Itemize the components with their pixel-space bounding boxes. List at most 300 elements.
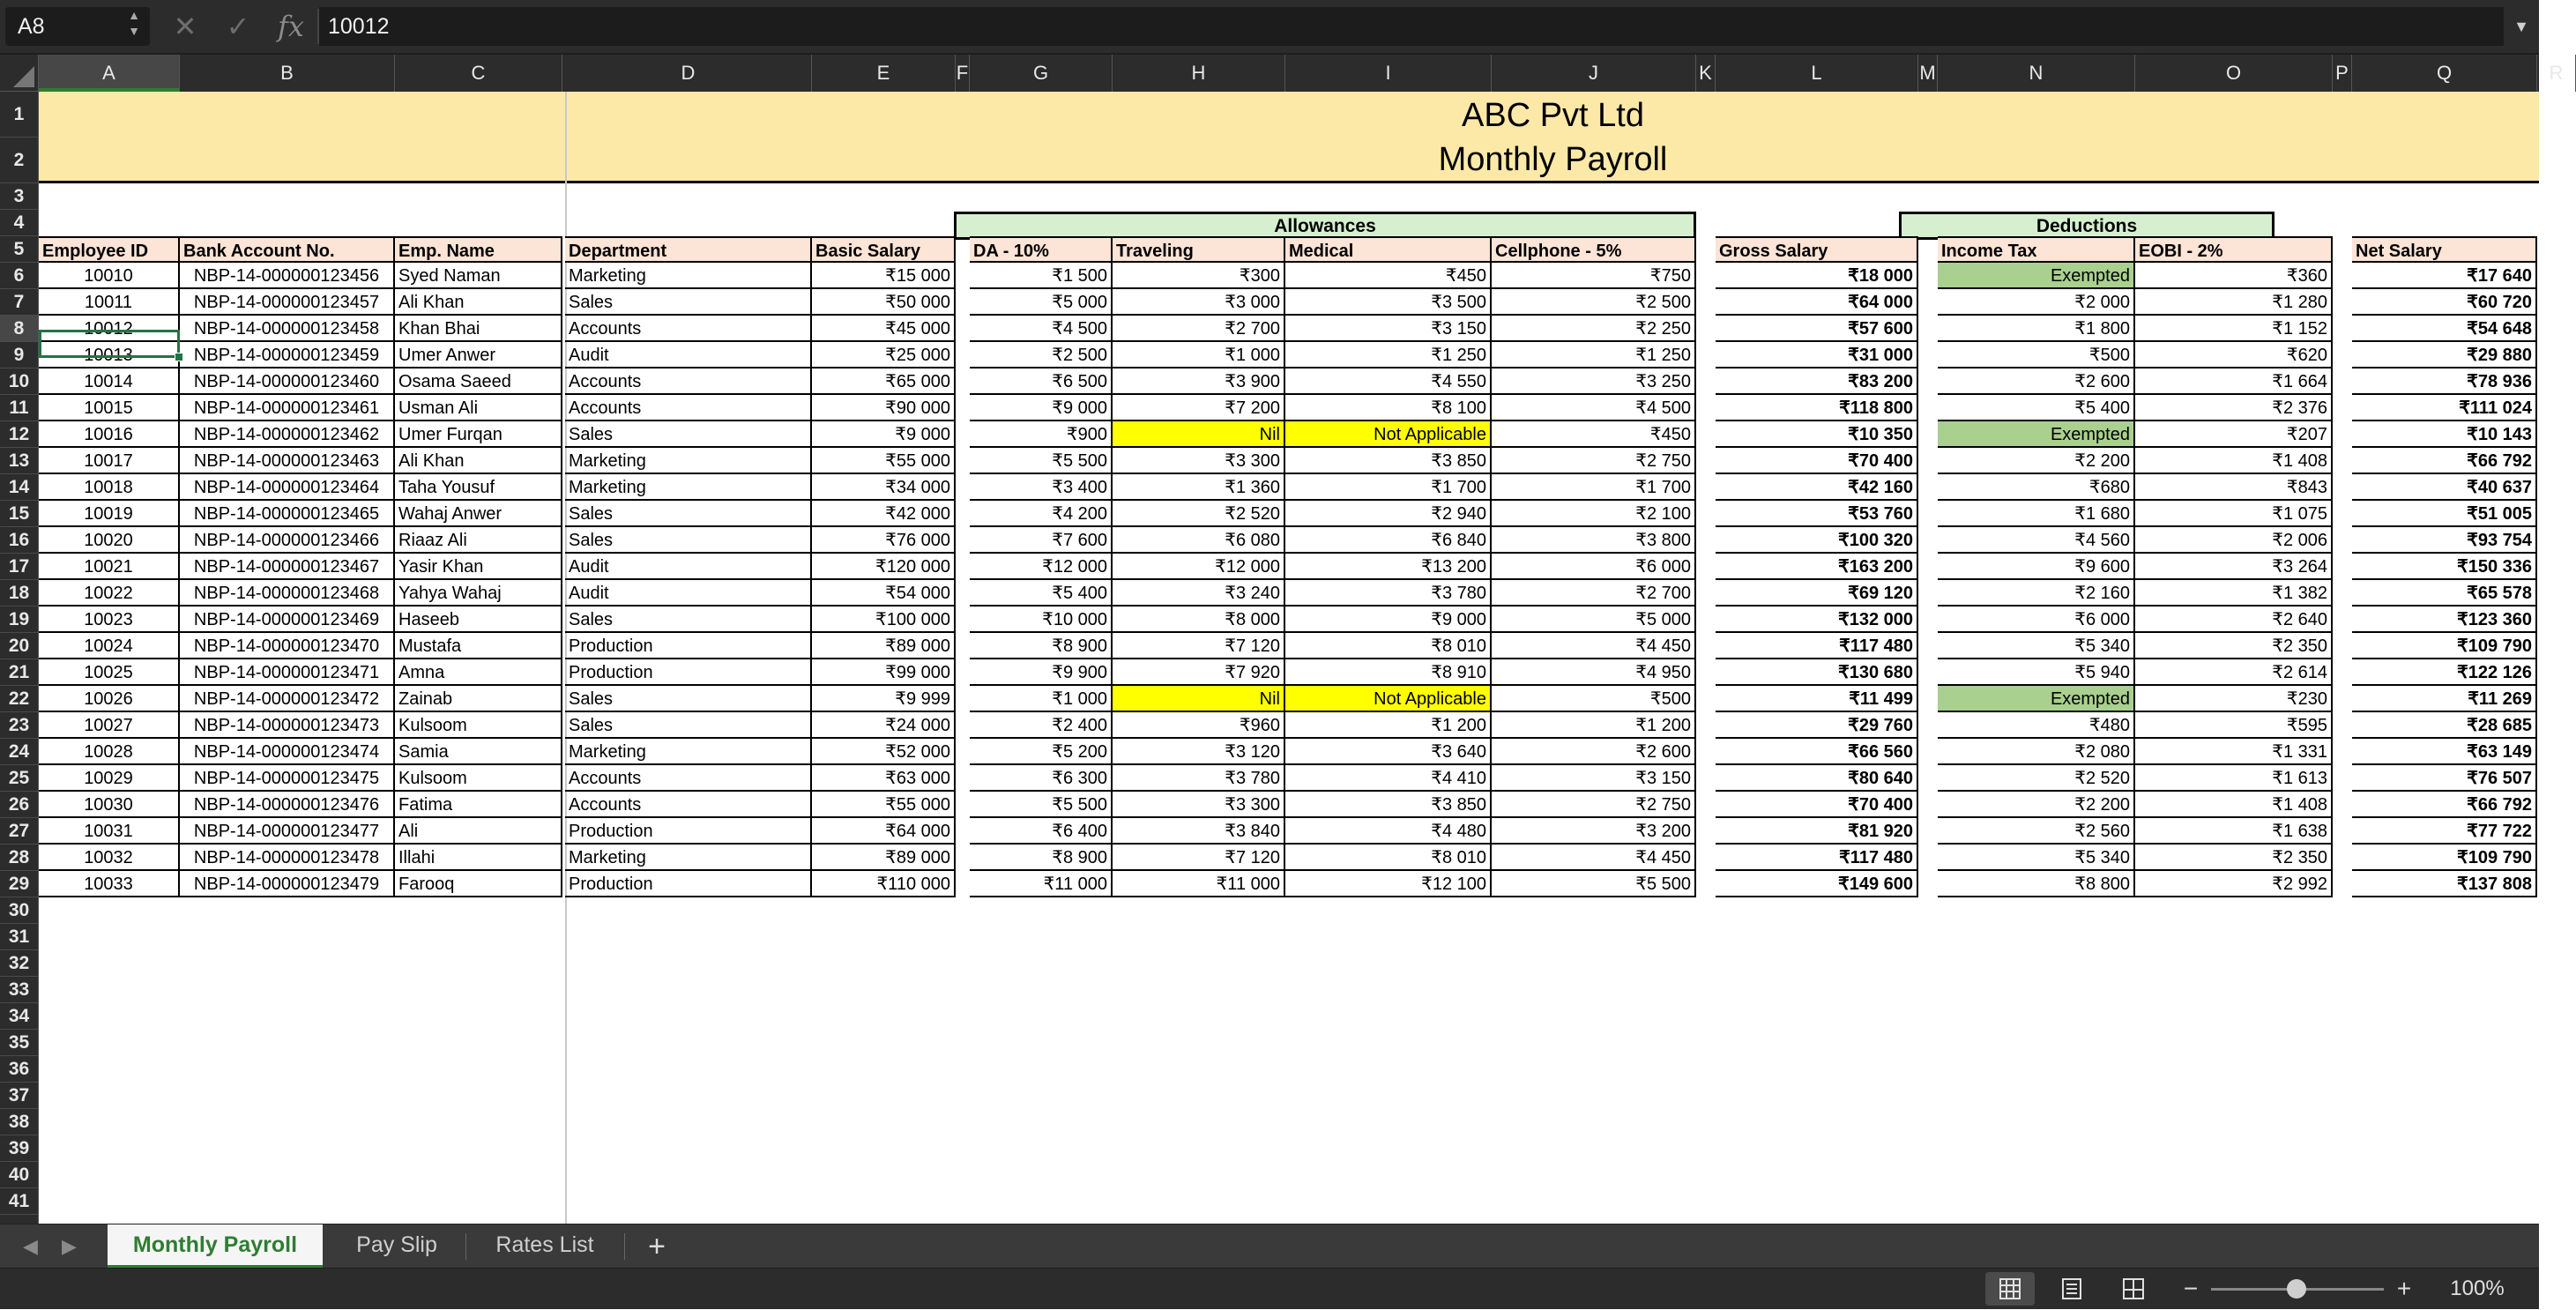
cell-bank-account[interactable]: NBP-14-000000123458 xyxy=(180,316,395,342)
cell-eobi[interactable]: ₹2 640 xyxy=(2135,607,2333,633)
cell-traveling[interactable]: ₹7 120 xyxy=(1113,845,1285,871)
cell-gross-salary[interactable]: ₹130 680 xyxy=(1716,659,1918,686)
row-header-18[interactable]: 18 xyxy=(0,580,38,607)
cell-eobi[interactable]: ₹1 638 xyxy=(2135,818,2333,845)
cell-eobi[interactable]: ₹1 408 xyxy=(2135,448,2333,474)
normal-view-icon[interactable] xyxy=(1985,1272,2035,1306)
cell-department[interactable]: Accounts xyxy=(565,792,812,818)
cell-medical[interactable]: ₹1 250 xyxy=(1285,342,1492,368)
cell-department[interactable]: Sales xyxy=(565,686,812,712)
cell-medical[interactable]: Not Applicable xyxy=(1285,686,1492,712)
cell-medical[interactable]: ₹4 550 xyxy=(1285,368,1492,395)
cell-bank-account[interactable]: NBP-14-000000123477 xyxy=(180,818,395,845)
cell-income-tax[interactable]: ₹1 680 xyxy=(1938,501,2135,527)
row-header-9[interactable]: 9 xyxy=(0,342,38,368)
cell-bank-account[interactable]: NBP-14-000000123459 xyxy=(180,342,395,368)
cell-traveling[interactable]: Nil xyxy=(1113,686,1285,712)
cell-gross-salary[interactable]: ₹10 350 xyxy=(1716,421,1918,448)
cell-traveling[interactable]: ₹7 920 xyxy=(1113,659,1285,686)
cell-emp-name[interactable]: Riaaz Ali xyxy=(395,527,562,554)
cell-emp-name[interactable]: Illahi xyxy=(395,845,562,871)
cell-medical[interactable]: Not Applicable xyxy=(1285,421,1492,448)
cell-eobi[interactable]: ₹1 408 xyxy=(2135,792,2333,818)
formula-input[interactable]: 10012 xyxy=(319,7,2504,46)
cell-da[interactable]: ₹5 000 xyxy=(970,289,1113,316)
cell-gross-salary[interactable]: ₹149 600 xyxy=(1716,871,1918,897)
cell-traveling[interactable]: ₹2 520 xyxy=(1113,501,1285,527)
cell-cellphone[interactable]: ₹1 250 xyxy=(1492,342,1696,368)
cell-bank-account[interactable]: NBP-14-000000123467 xyxy=(180,554,395,580)
cell-eobi[interactable]: ₹620 xyxy=(2135,342,2333,368)
plus-icon[interactable]: + xyxy=(648,1230,666,1263)
row-header-25[interactable]: 25 xyxy=(0,765,38,792)
cell-da[interactable]: ₹9 000 xyxy=(970,395,1113,421)
cell-traveling[interactable]: ₹12 000 xyxy=(1113,554,1285,580)
cell-income-tax[interactable]: ₹5 940 xyxy=(1938,659,2135,686)
cell-employee-id[interactable]: 10022 xyxy=(39,580,180,607)
cell-department[interactable]: Sales xyxy=(565,607,812,633)
cell-bank-account[interactable]: NBP-14-000000123479 xyxy=(180,871,395,897)
column-header-p[interactable]: P xyxy=(2333,55,2352,92)
cell-emp-name[interactable]: Zainab xyxy=(395,686,562,712)
cell-department[interactable]: Production xyxy=(565,818,812,845)
cell-cellphone[interactable]: ₹4 450 xyxy=(1492,845,1696,871)
cell-medical[interactable]: ₹450 xyxy=(1285,263,1492,289)
column-label-bank-account[interactable]: Bank Account No. xyxy=(180,236,395,263)
cell-eobi[interactable]: ₹1 075 xyxy=(2135,501,2333,527)
cell-income-tax[interactable]: ₹2 200 xyxy=(1938,792,2135,818)
cell-emp-name[interactable]: Haseeb xyxy=(395,607,562,633)
cell-bank-account[interactable]: NBP-14-000000123460 xyxy=(180,368,395,395)
cell-bank-account[interactable]: NBP-14-000000123456 xyxy=(180,263,395,289)
column-label-da[interactable]: DA - 10% xyxy=(970,236,1113,263)
cell-department[interactable]: Marketing xyxy=(565,474,812,501)
report-title[interactable]: Monthly Payroll xyxy=(1438,141,1668,178)
row-header-16[interactable]: 16 xyxy=(0,527,38,554)
cell-basic-salary[interactable]: ₹89 000 xyxy=(812,845,956,871)
cell-traveling[interactable]: ₹3 300 xyxy=(1113,448,1285,474)
row-header-32[interactable]: 32 xyxy=(0,950,38,977)
cell-employee-id[interactable]: 10014 xyxy=(39,368,180,395)
cell-traveling[interactable]: ₹11 000 xyxy=(1113,871,1285,897)
cell-gross-salary[interactable]: ₹53 760 xyxy=(1716,501,1918,527)
cell-eobi[interactable]: ₹843 xyxy=(2135,474,2333,501)
row-header-24[interactable]: 24 xyxy=(0,739,38,765)
cell-net-salary[interactable]: ₹77 722 xyxy=(2352,818,2537,845)
cell-cellphone[interactable]: ₹3 200 xyxy=(1492,818,1696,845)
column-header-g[interactable]: G xyxy=(970,55,1113,92)
cell-medical[interactable]: ₹3 500 xyxy=(1285,289,1492,316)
cell-emp-name[interactable]: Mustafa xyxy=(395,633,562,659)
cell-emp-name[interactable]: Umer Anwer xyxy=(395,342,562,368)
cell-da[interactable]: ₹8 900 xyxy=(970,633,1113,659)
cell-eobi[interactable]: ₹2 376 xyxy=(2135,395,2333,421)
row-header-12[interactable]: 12 xyxy=(0,421,38,448)
zoom-out-button[interactable]: − xyxy=(2183,1275,2199,1302)
cell-income-tax[interactable]: ₹2 160 xyxy=(1938,580,2135,607)
row-header-6[interactable]: 6 xyxy=(0,263,38,289)
column-label-medical[interactable]: Medical xyxy=(1285,236,1492,263)
cell-traveling[interactable]: ₹300 xyxy=(1113,263,1285,289)
cell-cellphone[interactable]: ₹1 200 xyxy=(1492,712,1696,739)
row-header-20[interactable]: 20 xyxy=(0,633,38,659)
cell-employee-id[interactable]: 10015 xyxy=(39,395,180,421)
cell-income-tax[interactable]: ₹5 340 xyxy=(1938,845,2135,871)
column-label-net-salary[interactable]: Net Salary xyxy=(2352,236,2537,263)
cell-traveling[interactable]: ₹2 700 xyxy=(1113,316,1285,342)
column-header-o[interactable]: O xyxy=(2135,55,2333,92)
cell-gross-salary[interactable]: ₹70 400 xyxy=(1716,792,1918,818)
cell-da[interactable]: ₹5 200 xyxy=(970,739,1113,765)
cell-da[interactable]: ₹4 500 xyxy=(970,316,1113,342)
cell-medical[interactable]: ₹3 850 xyxy=(1285,792,1492,818)
cell-eobi[interactable]: ₹1 613 xyxy=(2135,765,2333,792)
cell-basic-salary[interactable]: ₹9 999 xyxy=(812,686,956,712)
fill-handle[interactable] xyxy=(175,353,183,361)
cell-bank-account[interactable]: NBP-14-000000123464 xyxy=(180,474,395,501)
cell-bank-account[interactable]: NBP-14-000000123476 xyxy=(180,792,395,818)
cell-bank-account[interactable]: NBP-14-000000123462 xyxy=(180,421,395,448)
allowances-group-header[interactable]: Allowances xyxy=(954,212,1696,240)
cell-cellphone[interactable]: ₹2 500 xyxy=(1492,289,1696,316)
tab-monthly-payroll[interactable]: Monthly Payroll xyxy=(108,1224,323,1268)
column-label-department[interactable]: Department xyxy=(565,236,812,263)
cell-medical[interactable]: ₹13 200 xyxy=(1285,554,1492,580)
cell-net-salary[interactable]: ₹109 790 xyxy=(2352,633,2537,659)
cell-traveling[interactable]: ₹3 000 xyxy=(1113,289,1285,316)
cell-cellphone[interactable]: ₹2 100 xyxy=(1492,501,1696,527)
row-header-26[interactable]: 26 xyxy=(0,792,38,818)
cell-emp-name[interactable]: Ali Khan xyxy=(395,448,562,474)
cell-cellphone[interactable]: ₹2 750 xyxy=(1492,792,1696,818)
column-header-j[interactable]: J xyxy=(1492,55,1696,92)
cell-medical[interactable]: ₹3 640 xyxy=(1285,739,1492,765)
cell-net-salary[interactable]: ₹66 792 xyxy=(2352,792,2537,818)
row-header-40[interactable]: 40 xyxy=(0,1162,38,1188)
cell-gross-salary[interactable]: ₹42 160 xyxy=(1716,474,1918,501)
row-header-5[interactable]: 5 xyxy=(0,236,38,263)
cell-gross-salary[interactable]: ₹18 000 xyxy=(1716,263,1918,289)
column-header-i[interactable]: I xyxy=(1285,55,1492,92)
row-header-33[interactable]: 33 xyxy=(0,977,38,1003)
cell-employee-id[interactable]: 10010 xyxy=(39,263,180,289)
name-box[interactable]: A8 xyxy=(5,7,150,46)
cell-da[interactable]: ₹5 400 xyxy=(970,580,1113,607)
cell-bank-account[interactable]: NBP-14-000000123461 xyxy=(180,395,395,421)
cell-bank-account[interactable]: NBP-14-000000123457 xyxy=(180,289,395,316)
worksheet-grid[interactable] xyxy=(39,92,2539,1224)
cell-eobi[interactable]: ₹2 992 xyxy=(2135,871,2333,897)
cell-cellphone[interactable]: ₹5 000 xyxy=(1492,607,1696,633)
cell-medical[interactable]: ₹8 010 xyxy=(1285,633,1492,659)
cell-da[interactable]: ₹6 400 xyxy=(970,818,1113,845)
cell-emp-name[interactable]: Farooq xyxy=(395,871,562,897)
cell-net-salary[interactable]: ₹78 936 xyxy=(2352,368,2537,395)
cell-department[interactable]: Marketing xyxy=(565,263,812,289)
cell-net-salary[interactable]: ₹17 640 xyxy=(2352,263,2537,289)
cell-basic-salary[interactable]: ₹100 000 xyxy=(812,607,956,633)
cell-eobi[interactable]: ₹2 350 xyxy=(2135,845,2333,871)
cell-traveling[interactable]: ₹6 080 xyxy=(1113,527,1285,554)
cell-emp-name[interactable]: Khan Bhai xyxy=(395,316,562,342)
cell-department[interactable]: Production xyxy=(565,633,812,659)
cell-department[interactable]: Accounts xyxy=(565,368,812,395)
cell-eobi[interactable]: ₹1 331 xyxy=(2135,739,2333,765)
cell-basic-salary[interactable]: ₹24 000 xyxy=(812,712,956,739)
cell-eobi[interactable]: ₹3 264 xyxy=(2135,554,2333,580)
cell-basic-salary[interactable]: ₹55 000 xyxy=(812,448,956,474)
cell-cellphone[interactable]: ₹5 500 xyxy=(1492,871,1696,897)
cell-gross-salary[interactable]: ₹100 320 xyxy=(1716,527,1918,554)
row-header-4[interactable]: 4 xyxy=(0,210,38,236)
cell-eobi[interactable]: ₹595 xyxy=(2135,712,2333,739)
cell-bank-account[interactable]: NBP-14-000000123466 xyxy=(180,527,395,554)
cell-cellphone[interactable]: ₹2 750 xyxy=(1492,448,1696,474)
page-break-icon[interactable] xyxy=(2109,1272,2158,1306)
cell-eobi[interactable]: ₹230 xyxy=(2135,686,2333,712)
check-icon[interactable]: ✓ xyxy=(226,11,250,42)
cell-basic-salary[interactable]: ₹76 000 xyxy=(812,527,956,554)
cell-bank-account[interactable]: NBP-14-000000123472 xyxy=(180,686,395,712)
cell-department[interactable]: Marketing xyxy=(565,739,812,765)
cell-da[interactable]: ₹12 000 xyxy=(970,554,1113,580)
cell-net-salary[interactable]: ₹109 790 xyxy=(2352,845,2537,871)
row-header-36[interactable]: 36 xyxy=(0,1056,38,1083)
cell-cellphone[interactable]: ₹6 000 xyxy=(1492,554,1696,580)
cell-net-salary[interactable]: ₹76 507 xyxy=(2352,765,2537,792)
cell-net-salary[interactable]: ₹123 360 xyxy=(2352,607,2537,633)
cell-emp-name[interactable]: Samia xyxy=(395,739,562,765)
column-header-d[interactable]: D xyxy=(565,55,812,92)
cell-basic-salary[interactable]: ₹110 000 xyxy=(812,871,956,897)
chevron-left-icon[interactable]: ◀ xyxy=(23,1235,38,1257)
cell-basic-salary[interactable]: ₹120 000 xyxy=(812,554,956,580)
cell-da[interactable]: ₹2 500 xyxy=(970,342,1113,368)
row-header-41[interactable]: 41 xyxy=(0,1188,38,1215)
cell-traveling[interactable]: ₹1 000 xyxy=(1113,342,1285,368)
cell-basic-salary[interactable]: ₹90 000 xyxy=(812,395,956,421)
column-label-employee-id[interactable]: Employee ID xyxy=(39,236,180,263)
column-header-h[interactable]: H xyxy=(1113,55,1285,92)
column-label-income-tax[interactable]: Income Tax xyxy=(1938,236,2135,263)
cell-eobi[interactable]: ₹360 xyxy=(2135,263,2333,289)
cell-bank-account[interactable]: NBP-14-000000123474 xyxy=(180,739,395,765)
cell-bank-account[interactable]: NBP-14-000000123475 xyxy=(180,765,395,792)
cell-department[interactable]: Sales xyxy=(565,712,812,739)
column-label-eobi[interactable]: EOBI - 2% xyxy=(2135,236,2333,263)
chevron-down-icon[interactable]: ▼ xyxy=(2513,18,2529,35)
cell-gross-salary[interactable]: ₹66 560 xyxy=(1716,739,1918,765)
cell-traveling[interactable]: ₹3 240 xyxy=(1113,580,1285,607)
cell-traveling[interactable]: ₹3 780 xyxy=(1113,765,1285,792)
row-header-10[interactable]: 10 xyxy=(0,368,38,395)
cell-emp-name[interactable]: Syed Naman xyxy=(395,263,562,289)
row-header-23[interactable]: 23 xyxy=(0,712,38,739)
cell-employee-id[interactable]: 10020 xyxy=(39,527,180,554)
cell-traveling[interactable]: ₹3 900 xyxy=(1113,368,1285,395)
cell-gross-salary[interactable]: ₹70 400 xyxy=(1716,448,1918,474)
cell-net-salary[interactable]: ₹150 336 xyxy=(2352,554,2537,580)
cell-net-salary[interactable]: ₹111 024 xyxy=(2352,395,2537,421)
cell-emp-name[interactable]: Kulsoom xyxy=(395,765,562,792)
column-header-n[interactable]: N xyxy=(1938,55,2135,92)
row-header-31[interactable]: 31 xyxy=(0,924,38,950)
row-header-29[interactable]: 29 xyxy=(0,871,38,897)
cell-da[interactable]: ₹900 xyxy=(970,421,1113,448)
column-header-k[interactable]: K xyxy=(1696,55,1716,92)
cell-basic-salary[interactable]: ₹42 000 xyxy=(812,501,956,527)
cell-da[interactable]: ₹6 300 xyxy=(970,765,1113,792)
cell-cellphone[interactable]: ₹4 500 xyxy=(1492,395,1696,421)
cell-employee-id[interactable]: 10023 xyxy=(39,607,180,633)
zoom-level[interactable]: 100% xyxy=(2450,1277,2505,1300)
cell-basic-salary[interactable]: ₹89 000 xyxy=(812,633,956,659)
row-header-13[interactable]: 13 xyxy=(0,448,38,474)
cell-da[interactable]: ₹8 900 xyxy=(970,845,1113,871)
cell-gross-salary[interactable]: ₹11 499 xyxy=(1716,686,1918,712)
company-name[interactable]: ABC Pvt Ltd xyxy=(1462,97,1644,134)
cell-bank-account[interactable]: NBP-14-000000123468 xyxy=(180,580,395,607)
cell-basic-salary[interactable]: ₹65 000 xyxy=(812,368,956,395)
cell-basic-salary[interactable]: ₹63 000 xyxy=(812,765,956,792)
cell-emp-name[interactable]: Wahaj Anwer xyxy=(395,501,562,527)
column-header-r[interactable]: R xyxy=(2537,55,2576,92)
cell-bank-account[interactable]: NBP-14-000000123465 xyxy=(180,501,395,527)
cell-eobi[interactable]: ₹2 350 xyxy=(2135,633,2333,659)
cell-emp-name[interactable]: Fatima xyxy=(395,792,562,818)
function-icon[interactable]: fx xyxy=(278,10,304,43)
cell-income-tax[interactable]: Exempted xyxy=(1938,421,2135,448)
cell-eobi[interactable]: ₹1 280 xyxy=(2135,289,2333,316)
cell-department[interactable]: Accounts xyxy=(565,765,812,792)
cell-employee-id[interactable]: 10011 xyxy=(39,289,180,316)
column-label-gross-salary[interactable]: Gross Salary xyxy=(1716,236,1918,263)
row-header-2[interactable]: 2 xyxy=(0,138,38,183)
cell-basic-salary[interactable]: ₹64 000 xyxy=(812,818,956,845)
cell-da[interactable]: ₹7 600 xyxy=(970,527,1113,554)
cell-emp-name[interactable]: Taha Yousuf xyxy=(395,474,562,501)
cell-net-salary[interactable]: ₹122 126 xyxy=(2352,659,2537,686)
column-header-a[interactable]: A xyxy=(39,55,180,92)
cell-da[interactable]: ₹5 500 xyxy=(970,792,1113,818)
cell-income-tax[interactable]: ₹5 340 xyxy=(1938,633,2135,659)
cell-employee-id[interactable]: 10017 xyxy=(39,448,180,474)
cell-income-tax[interactable]: ₹5 400 xyxy=(1938,395,2135,421)
cell-department[interactable]: Production xyxy=(565,659,812,686)
row-header-14[interactable]: 14 xyxy=(0,474,38,501)
cell-traveling[interactable]: ₹960 xyxy=(1113,712,1285,739)
row-header-34[interactable]: 34 xyxy=(0,1003,38,1030)
cell-basic-salary[interactable]: ₹25 000 xyxy=(812,342,956,368)
cell-traveling[interactable]: ₹3 120 xyxy=(1113,739,1285,765)
cell-income-tax[interactable]: ₹2 520 xyxy=(1938,765,2135,792)
cell-basic-salary[interactable]: ₹55 000 xyxy=(812,792,956,818)
column-header-b[interactable]: B xyxy=(180,55,395,92)
cell-traveling[interactable]: ₹7 120 xyxy=(1113,633,1285,659)
cell-medical[interactable]: ₹3 780 xyxy=(1285,580,1492,607)
row-header-22[interactable]: 22 xyxy=(0,686,38,712)
chevron-right-icon[interactable]: ▶ xyxy=(62,1235,77,1257)
cell-traveling[interactable]: ₹1 360 xyxy=(1113,474,1285,501)
cell-traveling[interactable]: ₹7 200 xyxy=(1113,395,1285,421)
cell-employee-id[interactable]: 10016 xyxy=(39,421,180,448)
cell-medical[interactable]: ₹3 850 xyxy=(1285,448,1492,474)
cell-basic-salary[interactable]: ₹45 000 xyxy=(812,316,956,342)
row-header-35[interactable]: 35 xyxy=(0,1030,38,1056)
cell-da[interactable]: ₹9 900 xyxy=(970,659,1113,686)
cell-cellphone[interactable]: ₹1 700 xyxy=(1492,474,1696,501)
cell-income-tax[interactable]: ₹2 200 xyxy=(1938,448,2135,474)
cell-bank-account[interactable]: NBP-14-000000123471 xyxy=(180,659,395,686)
cell-cellphone[interactable]: ₹4 950 xyxy=(1492,659,1696,686)
row-header-30[interactable]: 30 xyxy=(0,897,38,924)
cell-cellphone[interactable]: ₹2 700 xyxy=(1492,580,1696,607)
cell-medical[interactable]: ₹4 480 xyxy=(1285,818,1492,845)
cell-emp-name[interactable]: Umer Furqan xyxy=(395,421,562,448)
cell-cellphone[interactable]: ₹3 800 xyxy=(1492,527,1696,554)
cell-department[interactable]: Marketing xyxy=(565,845,812,871)
cell-net-salary[interactable]: ₹54 648 xyxy=(2352,316,2537,342)
cell-medical[interactable]: ₹12 100 xyxy=(1285,871,1492,897)
cell-gross-salary[interactable]: ₹57 600 xyxy=(1716,316,1918,342)
cell-eobi[interactable]: ₹1 664 xyxy=(2135,368,2333,395)
column-label-basic-salary[interactable]: Basic Salary xyxy=(812,236,956,263)
cell-gross-salary[interactable]: ₹117 480 xyxy=(1716,633,1918,659)
tab-pay-slip[interactable]: Pay Slip xyxy=(356,1232,437,1257)
cell-cellphone[interactable]: ₹3 150 xyxy=(1492,765,1696,792)
cell-gross-salary[interactable]: ₹31 000 xyxy=(1716,342,1918,368)
cell-income-tax[interactable]: Exempted xyxy=(1938,263,2135,289)
cell-medical[interactable]: ₹8 100 xyxy=(1285,395,1492,421)
cell-employee-id[interactable]: 10013 xyxy=(39,342,180,368)
cell-cellphone[interactable]: ₹2 250 xyxy=(1492,316,1696,342)
cell-da[interactable]: ₹1 000 xyxy=(970,686,1113,712)
cell-medical[interactable]: ₹1 200 xyxy=(1285,712,1492,739)
cell-employee-id[interactable]: 10025 xyxy=(39,659,180,686)
column-label-emp-name[interactable]: Emp. Name xyxy=(395,236,562,263)
cell-eobi[interactable]: ₹2 006 xyxy=(2135,527,2333,554)
cell-da[interactable]: ₹11 000 xyxy=(970,871,1113,897)
zoom-in-button[interactable]: + xyxy=(2396,1275,2412,1302)
cell-employee-id[interactable]: 10031 xyxy=(39,818,180,845)
cell-basic-salary[interactable]: ₹34 000 xyxy=(812,474,956,501)
cell-net-salary[interactable]: ₹93 754 xyxy=(2352,527,2537,554)
cell-eobi[interactable]: ₹2 614 xyxy=(2135,659,2333,686)
cell-medical[interactable]: ₹9 000 xyxy=(1285,607,1492,633)
cell-da[interactable]: ₹1 500 xyxy=(970,263,1113,289)
cell-net-salary[interactable]: ₹60 720 xyxy=(2352,289,2537,316)
cell-department[interactable]: Accounts xyxy=(565,316,812,342)
row-header-19[interactable]: 19 xyxy=(0,607,38,633)
cell-gross-salary[interactable]: ₹132 000 xyxy=(1716,607,1918,633)
cell-cellphone[interactable]: ₹750 xyxy=(1492,263,1696,289)
cell-department[interactable]: Audit xyxy=(565,342,812,368)
cell-bank-account[interactable]: NBP-14-000000123478 xyxy=(180,845,395,871)
cell-net-salary[interactable]: ₹11 269 xyxy=(2352,686,2537,712)
cell-medical[interactable]: ₹8 910 xyxy=(1285,659,1492,686)
cell-gross-salary[interactable]: ₹118 800 xyxy=(1716,395,1918,421)
cell-employee-id[interactable]: 10012 xyxy=(39,316,180,342)
cell-traveling[interactable]: ₹3 840 xyxy=(1113,818,1285,845)
row-header-21[interactable]: 21 xyxy=(0,659,38,686)
cell-da[interactable]: ₹3 400 xyxy=(970,474,1113,501)
cell-department[interactable]: Audit xyxy=(565,580,812,607)
cell-employee-id[interactable]: 10027 xyxy=(39,712,180,739)
cell-income-tax[interactable]: ₹6 000 xyxy=(1938,607,2135,633)
cell-da[interactable]: ₹4 200 xyxy=(970,501,1113,527)
cell-cellphone[interactable]: ₹3 250 xyxy=(1492,368,1696,395)
cell-basic-salary[interactable]: ₹50 000 xyxy=(812,289,956,316)
